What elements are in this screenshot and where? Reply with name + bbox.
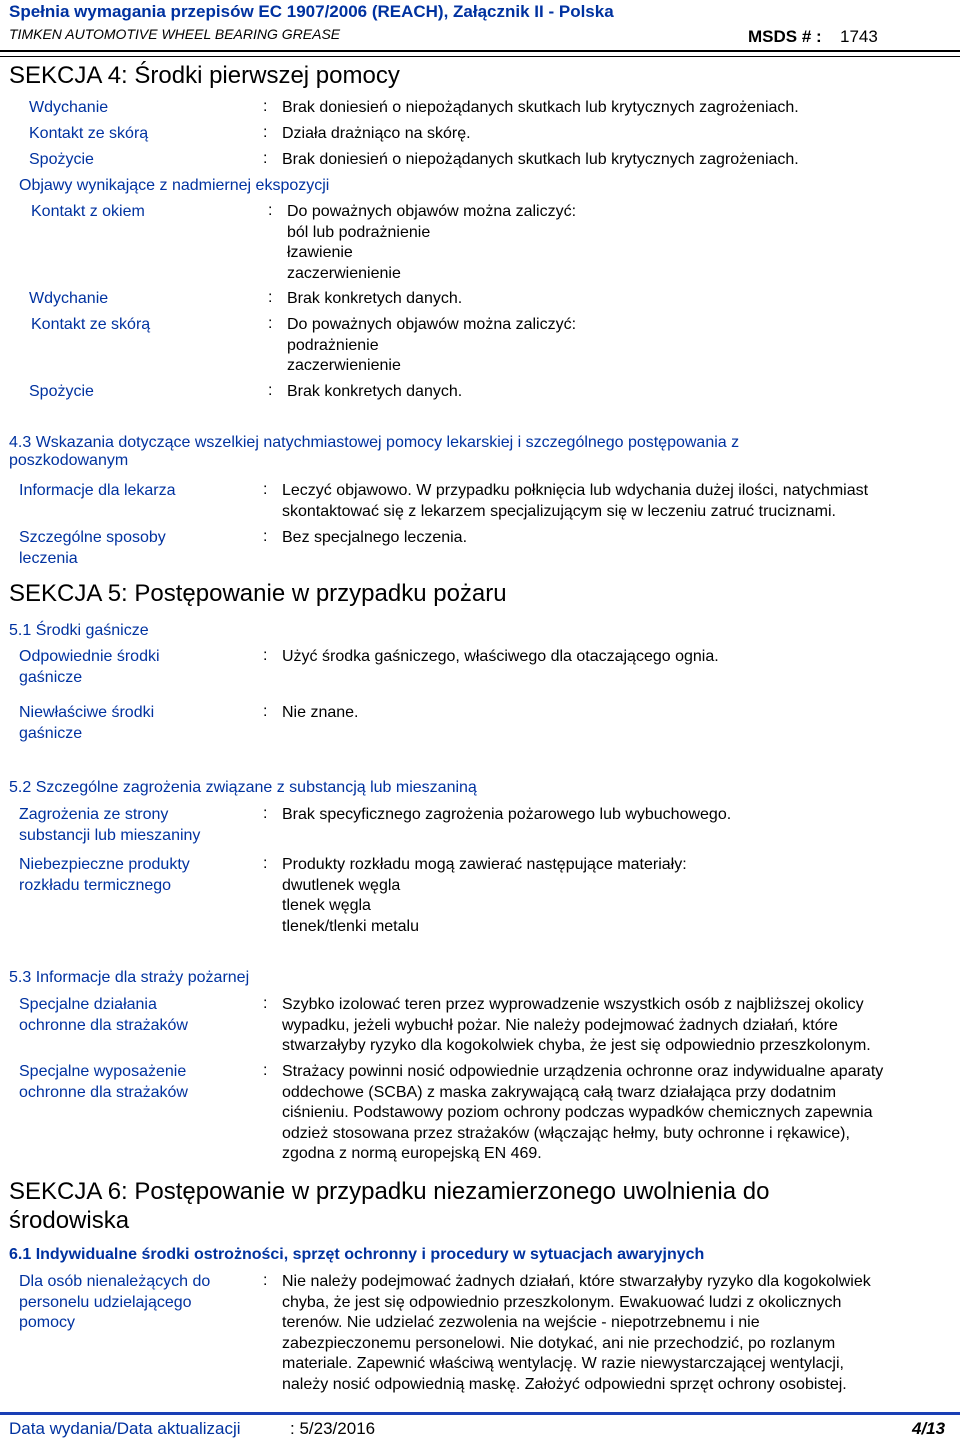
colon: : — [268, 202, 273, 219]
subsection-5-2-title: 5.2 Szczególne zagrożenia związane z substancją lub mieszaniną — [9, 779, 477, 796]
symptom-label: Kontakt z okiem — [31, 203, 145, 220]
colon: : — [263, 805, 268, 822]
colon: : — [268, 315, 273, 332]
row-label: Niebezpieczne produkty rozkładu termicznego — [19, 856, 190, 894]
section-6-title: SEKCJA 6: Postępowanie w przypadku niezamierzonego uwolnienia do środowiska — [9, 1178, 770, 1234]
colon: : — [263, 1272, 268, 1289]
row-value: Produkty rozkładu mogą zawierać następujące materiały: dwutlenek węgla tlenek węgla tlenek/tlenki metalu — [282, 856, 687, 935]
row-label: Informacje dla lekarza — [19, 482, 176, 499]
footer-date-label: Data wydania/Data aktualizacji — [9, 1419, 241, 1438]
colon: : — [263, 995, 268, 1012]
row-label: Spożycie — [29, 151, 94, 168]
symptom-value: Brak konkretych danych. — [287, 383, 463, 400]
row-value: Brak doniesień o niepożądanych skutkach lub krytycznych zagrożeniach. — [282, 99, 799, 116]
row-value: Strażacy powinni nosić odpowiednie urządzenia ochronne oraz indywidualne aparaty oddechowe (SCBA) z maska zakrywającą całą twarz działająca przy dodatnim ciśnieniu. Podstawowy poziom ochrony podczas wypadków chemicznych zapewnia odzież stosowana przez strażaków (włączając hełmy, buty ochronne i rękawice), zgodna z normą europejską EN 469. — [282, 1063, 884, 1162]
row-value: Brak doniesień o niepożądanych skutkach lub krytycznych zagrożeniach. — [282, 151, 799, 168]
header-divider-thin — [0, 56, 960, 57]
row-label: Zagrożenia ze strony substancji lub mieszaniny — [19, 806, 201, 844]
row-label: Dla osób nienależących do personelu udzielającego pomocy — [19, 1273, 211, 1331]
colon: : — [263, 98, 268, 115]
msds-number: 1743 — [840, 27, 878, 46]
row-label: Specjalne działania ochronne dla strażaków — [19, 996, 188, 1034]
row-label: Wdychanie — [29, 99, 109, 116]
row-label: Kontakt ze skórą — [29, 125, 149, 142]
header-divider — [0, 50, 960, 52]
subsection-5-3-title: 5.3 Informacje dla straży pożarnej — [9, 969, 250, 986]
section-5-title: SEKCJA 5: Postępowanie w przypadku pożaru — [9, 580, 507, 607]
symptom-value: Brak konkretych danych. — [287, 290, 463, 307]
colon: : — [268, 289, 273, 306]
colon: : — [263, 528, 268, 545]
subsection-5-1-title: 5.1 Środki gaśnicze — [9, 622, 149, 639]
row-label: Niewłaściwe środki gaśnicze — [19, 704, 155, 742]
colon: : — [263, 124, 268, 141]
product-name: TIMKEN AUTOMOTIVE WHEEL BEARING GREASE — [9, 26, 341, 42]
colon: : — [263, 481, 268, 498]
symptom-label: Spożycie — [29, 383, 94, 400]
row-value: Nie należy podejmować żadnych działań, które stwarzałyby ryzyko dla kogokolwiek chyba, że jest się odpowiednio przeszkolonym. Ewakuować ludzi z okolicznych terenów. Nie udzielać zezwolenia na wejście - niepotrzebnemu i nie zabezpieczonemu personelowi. Nie dotykać, ani nie przechodzić, po rozlanym materiale. Zapewnić właściwą wentylację. W razie niewystarczającej wentylacji, należy nosić odpowiednią maskę. Założyć odpowiedni sprzęt ochrony osobistej. — [282, 1273, 871, 1393]
row-value: Bez specjalnego leczenia. — [282, 529, 468, 546]
row-value: Nie znane. — [282, 704, 359, 721]
footer-divider — [0, 1412, 960, 1415]
row-value: Brak specyficznego zagrożenia pożarowego lub wybuchowego. — [282, 806, 732, 823]
subsection-6-1-title: 6.1 Indywidualne środki ostrożności, sprzęt ochronny i procedury w sytuacjach awaryjnych — [9, 1246, 705, 1263]
symptom-value: Do poważnych objawów można zaliczyć: ból lub podrażnienie łzawienie zaczerwienienie — [287, 203, 577, 282]
symptom-label: Wdychanie — [29, 290, 109, 307]
symptom-value: Do poważnych objawów można zaliczyć: podrażnienie zaczerwienienie — [287, 316, 577, 374]
colon: : — [263, 150, 268, 167]
row-value: Działa drażniąco na skórę. — [282, 125, 471, 142]
row-value: Szybko izolować teren przez wyprowadzenie wszystkich osób z najbliższej okolicy wypadku, jeżeli wybuchł pożar. Nie należy podejmować żadnych działań, które stwarzałyby ryzyko dla kogokolwiek chyba, że jest się odpowiednio przeszkolonym. — [282, 996, 871, 1054]
footer-date-value: : 5/23/2016 — [290, 1419, 376, 1438]
row-value: Leczyć objawowo. W przypadku połknięcia lub wdychania dużej ilości, natychmiast skontaktować się z lekarzem specjalizującym się w leczeniu zatruć truciznami. — [282, 482, 869, 520]
row-label: Odpowiednie środki gaśnicze — [19, 648, 160, 686]
section-4-title: SEKCJA 4: Środki pierwszej pomocy — [9, 62, 400, 89]
document-compliance-title: Spełnia wymagania przepisów EC 1907/2006 (REACH), Załącznik II - Polska — [9, 2, 614, 21]
subsection-4-3-title: 4.3 Wskazania dotyczące wszelkiej natychmiastowej pomocy lekarskiej i szczególnego postępowania z poszkodowanym — [9, 434, 740, 469]
symptom-label: Kontakt ze skórą — [31, 316, 151, 333]
page-number: 4/13 — [912, 1419, 946, 1438]
colon: : — [263, 647, 268, 664]
msds-label: MSDS # : — [748, 27, 822, 46]
colon: : — [263, 855, 268, 872]
row-value: Użyć środka gaśniczego, właściwego dla otaczającego ognia. — [282, 648, 719, 665]
colon: : — [263, 703, 268, 720]
colon: : — [263, 1062, 268, 1079]
row-label: Specjalne wyposażenie ochronne dla strażaków — [19, 1063, 188, 1101]
row-label: Szczególne sposoby leczenia — [19, 529, 166, 567]
symptoms-heading: Objawy wynikające z nadmiernej ekspozycji — [19, 177, 330, 194]
colon: : — [268, 382, 273, 399]
